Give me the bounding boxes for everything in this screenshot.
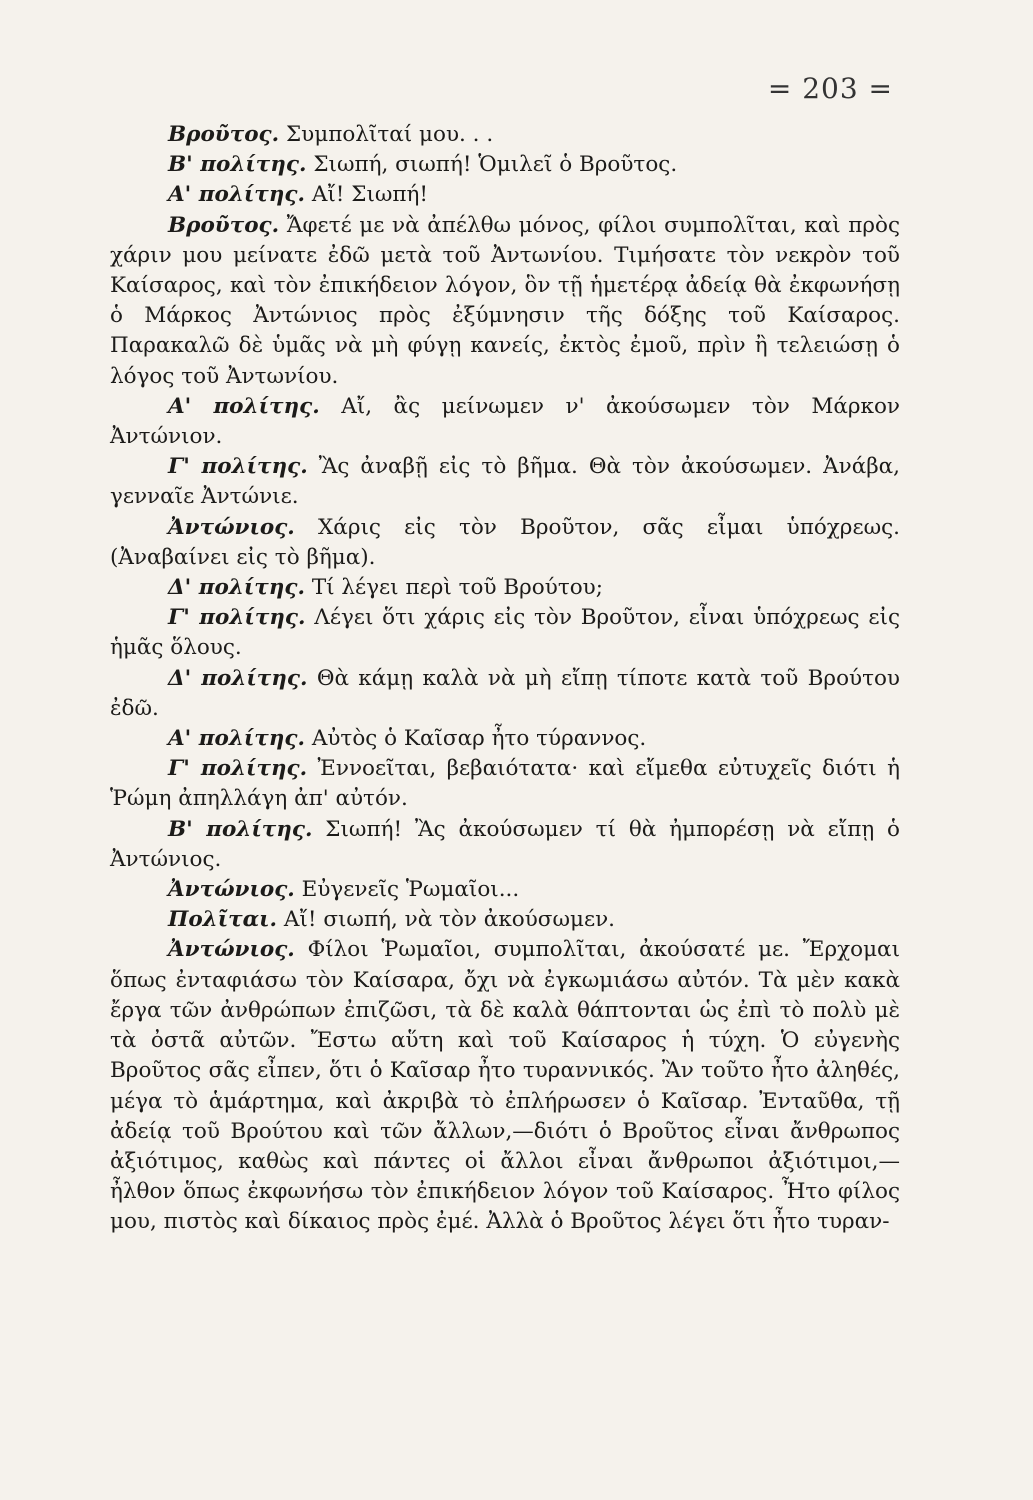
speech-text: Λέγει ὅτι χάρις εἰς τὸν Βροῦτον, εἶναι ὑπόχρεως εἰς ἡμᾶς ὅλους. — [110, 605, 900, 661]
dialogue-paragraph — [110, 724, 900, 754]
speaker-name: Β' πολίτης. — [168, 152, 307, 178]
speaker-name: Ἀντώνιος. — [168, 514, 295, 540]
speaker-name: Α' πολίτης. — [168, 726, 305, 752]
dialogue-paragraph — [110, 211, 900, 392]
speaker-name: Γ' πολίτης. — [168, 454, 308, 480]
speaker-name: Δ' πολίτης. — [168, 665, 308, 691]
speaker-name: Βροῦτος. — [168, 122, 280, 147]
speaker-name: Βροῦτος. — [168, 212, 280, 238]
speech-text: Συμπολῖταί μου. . . — [285, 122, 494, 147]
speech-text: Ἂς ἀναβῇ εἰς τὸ βῆμα. Θὰ τὸν ἀκούσωμεν. Ἀνάβα, γενναῖε Ἀντώνιε. — [110, 454, 900, 510]
dialogue-paragraph — [110, 150, 900, 180]
dialogue-paragraph — [110, 664, 900, 724]
speech-text: Αἴ! σιωπή, νὰ τὸν ἀκούσωμεν. — [283, 907, 615, 933]
dialogue-paragraph — [110, 603, 900, 663]
dialogue-paragraph — [110, 875, 900, 905]
speech-text: Σιωπή, σιωπή! Ὁμιλεῖ ὁ Βροῦτος. — [313, 152, 678, 178]
speaker-name: Πολῖται. — [168, 907, 278, 933]
dialogue-paragraph — [110, 815, 900, 875]
speaker-name: Δ' πολίτης. — [168, 575, 305, 601]
dialogue-text — [110, 120, 900, 1238]
speech-text: Χάρις εἰς τὸν Βροῦτον, σᾶς εἶμαι ὑπόχρεως. (Ἀναβαίνει εἰς τὸ βῆμα). — [110, 514, 900, 570]
speech-text: Αἴ, ἂς μείνωμεν ν' ἀκούσωμεν τὸν Μάρκον Ἀντώνιον. — [110, 393, 900, 450]
dialogue-paragraph — [110, 935, 900, 1237]
speech-text: Αἴ! Σιωπή! — [311, 182, 429, 208]
dialogue-paragraph — [110, 754, 900, 814]
speaker-name: Β' πολίτης. — [168, 816, 313, 842]
speech-text: Εὐγενεῖς Ῥωμαῖοι... — [301, 877, 520, 903]
speaker-name: Ἀντώνιος. — [168, 877, 295, 903]
speaker-name: Γ' πολίτης. — [168, 605, 306, 631]
speech-text: Σιωπή! Ἂς ἀκούσωμεν τί θὰ ἠμπορέσῃ νὰ εἴπῃ ὁ Ἀντώνιος. — [110, 816, 900, 872]
dialogue-paragraph — [110, 120, 900, 150]
speaker-name: Γ' πολίτης. — [168, 756, 308, 782]
dialogue-paragraph — [110, 180, 900, 210]
dialogue-paragraph — [110, 905, 900, 935]
speaker-name: Ἀντώνιος. — [168, 937, 295, 963]
dialogue-paragraph — [110, 513, 900, 573]
speaker-name: Α' πολίτης. — [168, 182, 305, 208]
speech-text: Αὐτὸς ὁ Καῖσαρ ἦτο τύραννος. — [311, 726, 647, 752]
dialogue-paragraph — [110, 392, 900, 452]
speech-text: Ἄφετέ με νὰ ἀπέλθω μόνος, φίλοι συμπολῖται, καὶ πρὸς χάριν μου μείνατε ἐδῶ μετὰ τοῦ Ἀντωνίου. Τιμήσατε τὸν νεκρὸν τοῦ Καίσαρος, καὶ τὸν ἐπικήδειον λόγον, ὃν τῇ ἡμετέρᾳ ἀδείᾳ θὰ ἐκφωνήσῃ ὁ Μάρκος Ἀντώνιος πρὸς ἐξύμνησιν τῆς δόξης τοῦ Καίσαρος. Παρακαλῶ δὲ ὑμᾶς νὰ μὴ φύγῃ κανείς, ἐκτὸς ἐμοῦ, πρὶν ἢ τελειώσῃ ὁ λόγος τοῦ Ἀντωνίου. — [110, 212, 900, 389]
speaker-name: Α' πολίτης. — [168, 393, 320, 419]
speech-text: Φίλοι Ῥωμαῖοι, συμπολῖται, ἀκούσατέ με. Ἔρχομαι ὅπως ἐνταφιάσω τὸν Καίσαρα, ὄχι νὰ ἐγκωμιάσω αὐτόν. Τὰ μὲν κακὰ ἔργα τῶν ἀνθρώπων ἐπιζῶσι, τὰ δὲ καλὰ θάπτονται ὡς ἐπὶ τὸ πολὺ μὲ τὰ ὀστᾶ αὐτῶν. Ἔστω αὕτη καὶ τοῦ Καίσαρος ἡ τύχη. Ὁ εὐγενὴς Βροῦτος σᾶς εἶπεν, ὅτι ὁ Καῖσαρ ἦτο τυραννικός. Ἂν τοῦτο ἦτο ἀληθές, μέγα τὸ ἁμάρτημα, καὶ ἀκριβὰ τὸ ἐπλήρωσεν ὁ Καῖσαρ. Ἐνταῦθα, τῇ ἀδείᾳ τοῦ Βρούτου καὶ τῶν ἄλλων,—διότι ὁ Βροῦτος εἶναι ἄνθρωπος ἀξιότιμος, καθὼς καὶ πάντες οἱ ἄλλοι εἶναι ἄνθρωποι ἀξιότιμοι,—ἦλθον ὅπως ἐκφωνήσω τὸν ἐπικήδειον λόγον τοῦ Καίσαρος. Ἦτο φίλος μου, πιστὸς καὶ δίκαιος πρὸς ἐμέ. Ἀλλὰ ὁ Βροῦτος λέγει ὅτι ἦτο τυραν- — [110, 937, 900, 1235]
speech-text: Ἐννοεῖται, βεβαιότατα· καὶ εἴμεθα εὐτυχεῖς διότι ἡ Ῥώμη ἀπηλλάγη ἀπ' αὐτόν. — [110, 756, 900, 812]
dialogue-paragraph — [110, 573, 900, 603]
speech-text: Θὰ κάμῃ καλὰ νὰ μὴ εἴπῃ τίποτε κατὰ τοῦ Βρούτου ἐδῶ. — [110, 665, 900, 721]
speech-text: Τί λέγει περὶ τοῦ Βρούτου; — [311, 575, 603, 601]
dialogue-paragraph — [110, 452, 900, 512]
page-number: = 203 = — [767, 72, 893, 105]
